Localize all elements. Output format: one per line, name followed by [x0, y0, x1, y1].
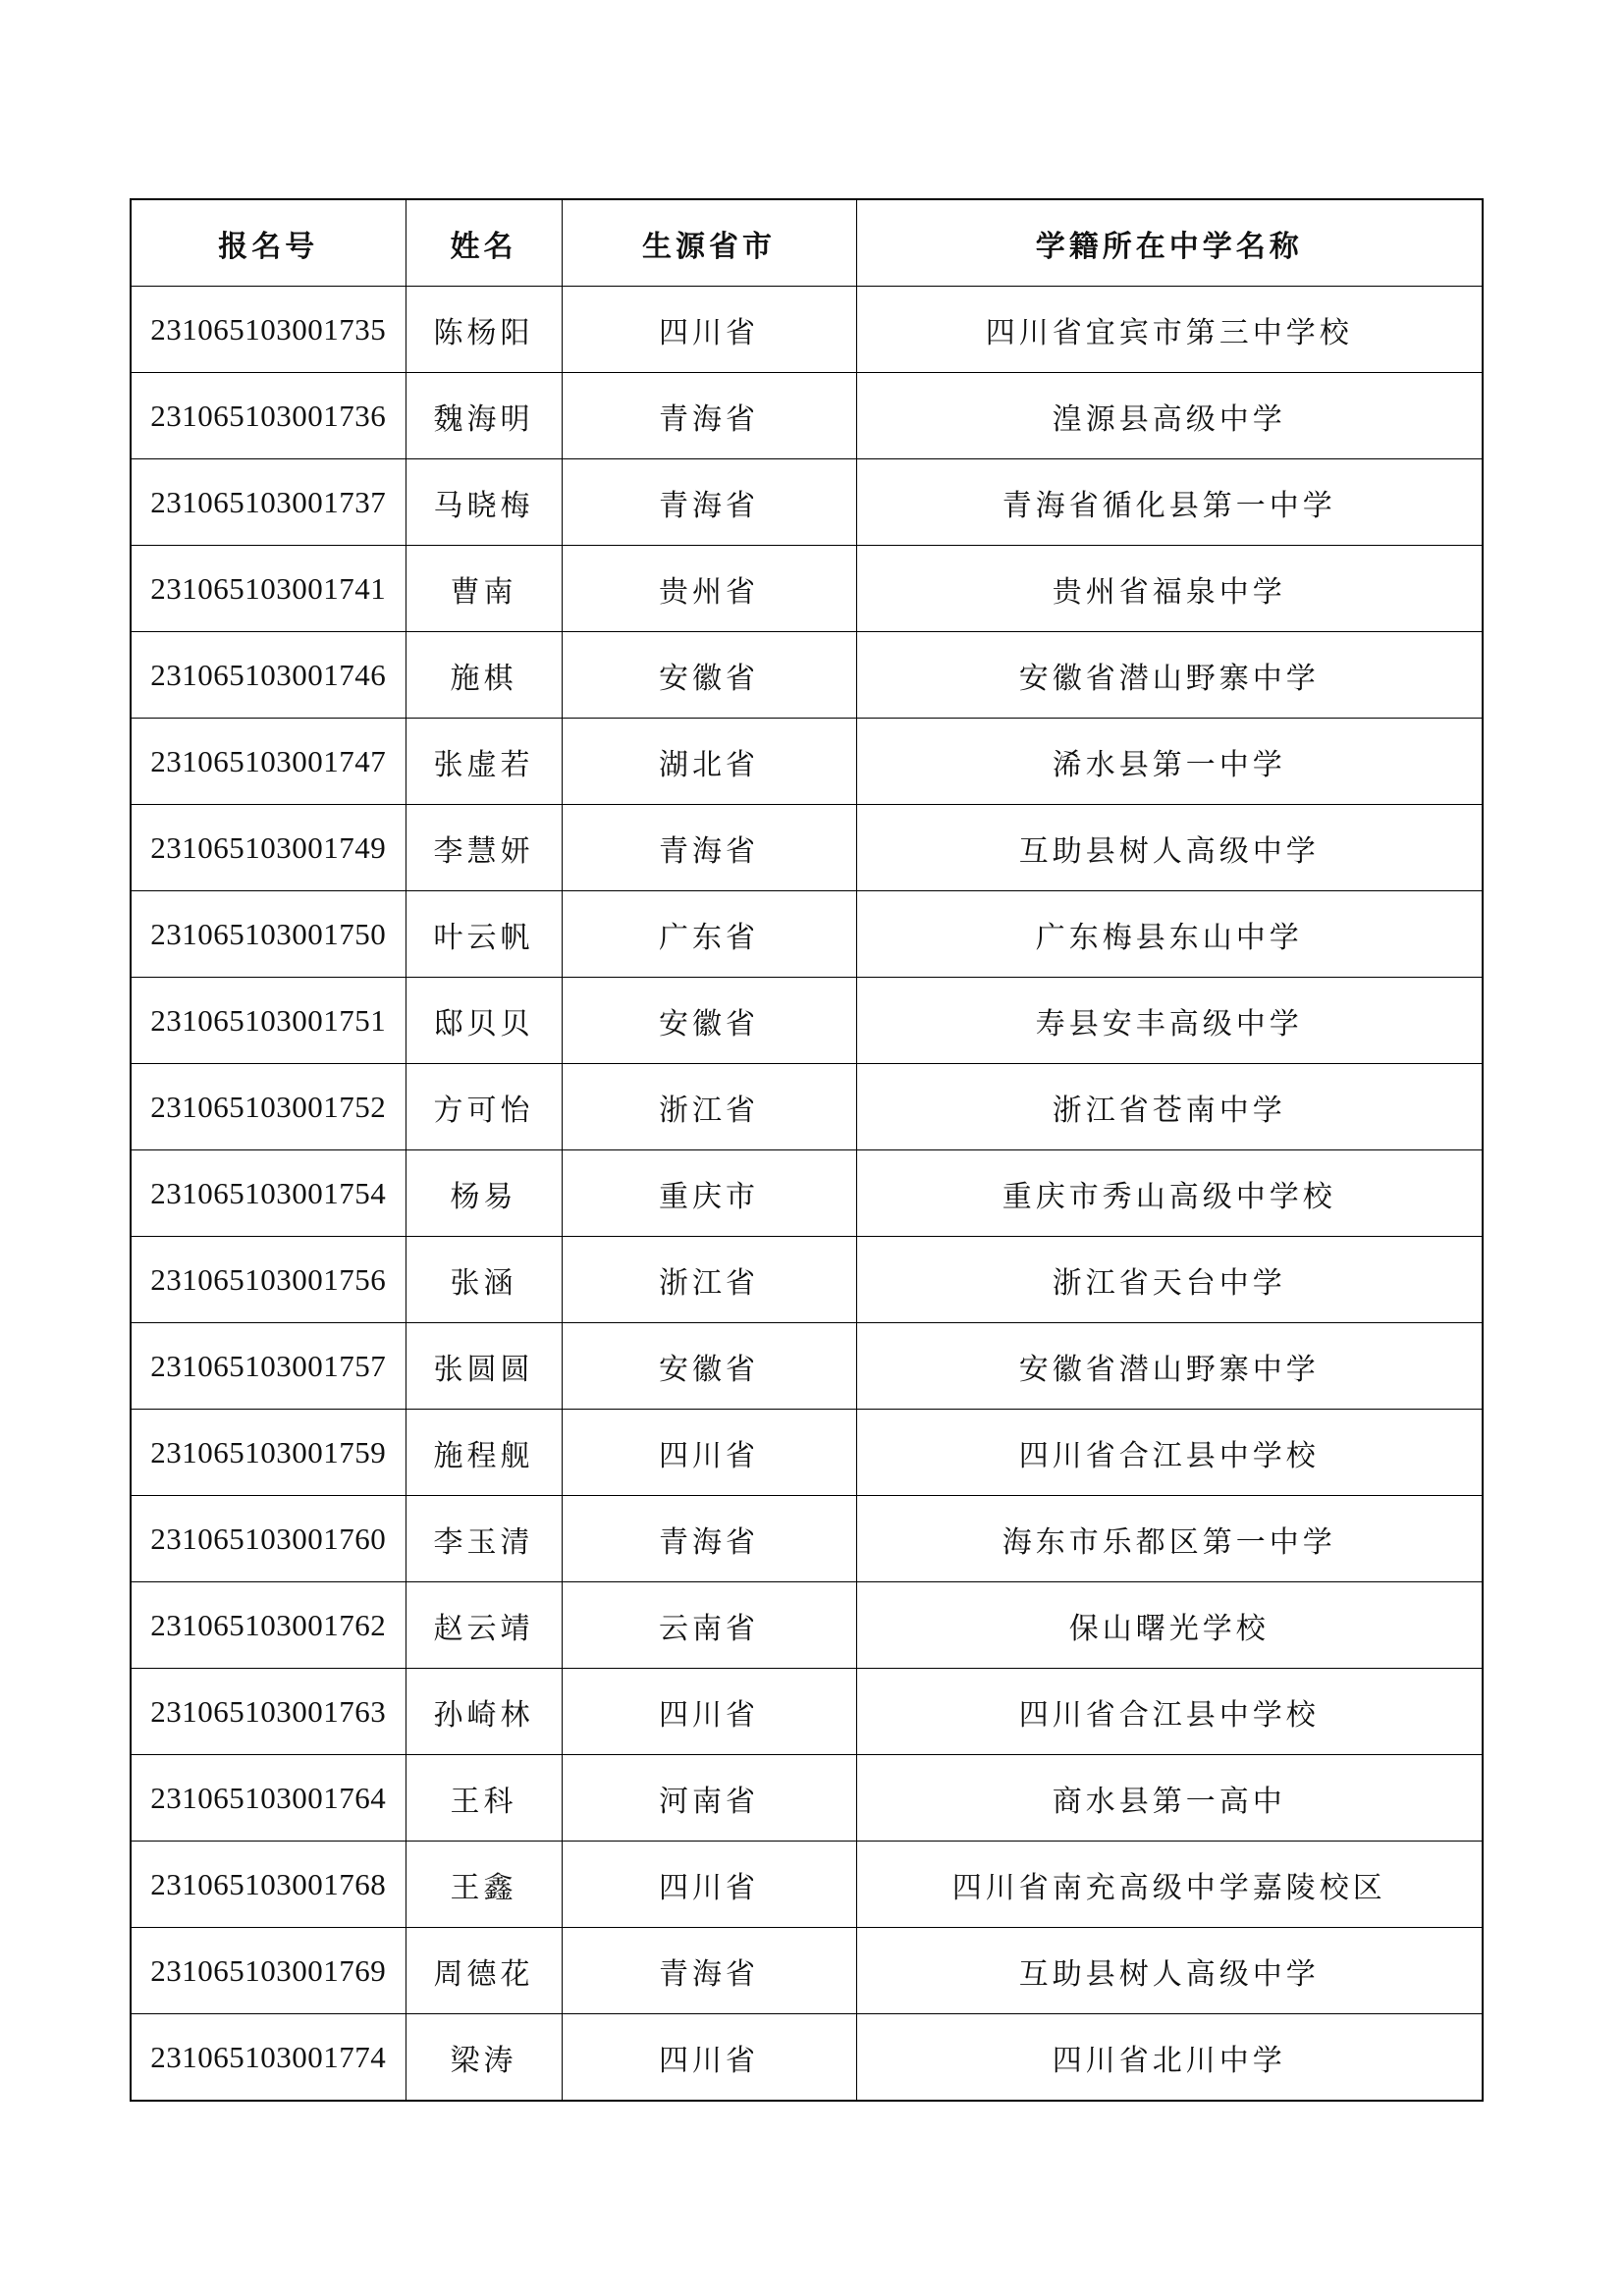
registration-number-cell: 231065103001737 [131, 459, 406, 546]
province-cell: 四川省 [562, 287, 856, 373]
province-cell: 重庆市 [562, 1150, 856, 1237]
table-row [131, 719, 1483, 805]
school-name-cell: 四川省北川中学 [856, 2014, 1483, 2102]
student-name-cell: 邸贝贝 [406, 978, 562, 1064]
table-row [131, 978, 1483, 1064]
registration-number-cell: 231065103001774 [131, 2014, 406, 2102]
table-row [131, 1064, 1483, 1150]
school-name-cell: 保山曙光学校 [856, 1582, 1483, 1669]
province-cell: 青海省 [562, 459, 856, 546]
registration-number-cell: 231065103001751 [131, 978, 406, 1064]
school-name-cell: 四川省合江县中学校 [856, 1410, 1483, 1496]
table-row [131, 1669, 1483, 1755]
province-cell: 云南省 [562, 1582, 856, 1669]
province-cell: 安徽省 [562, 978, 856, 1064]
province-cell: 青海省 [562, 373, 856, 459]
student-name-cell: 孙崎林 [406, 1669, 562, 1755]
province-cell: 浙江省 [562, 1237, 856, 1323]
registration-number-cell: 231065103001759 [131, 1410, 406, 1496]
table-row [131, 1237, 1483, 1323]
school-name-cell: 四川省南充高级中学嘉陵校区 [856, 1842, 1483, 1928]
table-row [131, 1582, 1483, 1669]
registration-number-cell: 231065103001752 [131, 1064, 406, 1150]
student-name-cell: 叶云帆 [406, 891, 562, 978]
student-name-cell: 曹南 [406, 546, 562, 632]
registration-number-cell: 231065103001735 [131, 287, 406, 373]
school-name-cell: 商水县第一高中 [856, 1755, 1483, 1842]
student-name-cell: 周德花 [406, 1928, 562, 2014]
table-row [131, 1150, 1483, 1237]
student-name-cell: 施程舰 [406, 1410, 562, 1496]
registration-number-cell: 231065103001746 [131, 632, 406, 719]
student-name-cell: 马晓梅 [406, 459, 562, 546]
table-row [131, 459, 1483, 546]
student-name-cell: 方可怡 [406, 1064, 562, 1150]
table-row [131, 373, 1483, 459]
school-name-cell: 寿县安丰高级中学 [856, 978, 1483, 1064]
province-cell: 青海省 [562, 1928, 856, 2014]
province-cell: 安徽省 [562, 632, 856, 719]
registration-number-cell: 231065103001762 [131, 1582, 406, 1669]
header-name: 姓名 [406, 199, 562, 287]
province-cell: 四川省 [562, 1669, 856, 1755]
table-header [131, 199, 1483, 287]
registration-number-cell: 231065103001741 [131, 546, 406, 632]
registration-number-cell: 231065103001757 [131, 1323, 406, 1410]
table-row [131, 2014, 1483, 2102]
school-name-cell: 浠水县第一中学 [856, 719, 1483, 805]
school-name-cell: 互助县树人高级中学 [856, 1928, 1483, 2014]
province-cell: 贵州省 [562, 546, 856, 632]
table-row [131, 1496, 1483, 1582]
school-name-cell: 安徽省潜山野寨中学 [856, 632, 1483, 719]
table-row [131, 1842, 1483, 1928]
table-row [131, 632, 1483, 719]
school-name-cell: 四川省合江县中学校 [856, 1669, 1483, 1755]
student-name-cell: 李慧妍 [406, 805, 562, 891]
student-name-cell: 陈杨阳 [406, 287, 562, 373]
student-name-cell: 王鑫 [406, 1842, 562, 1928]
student-roster-table [130, 198, 1484, 2102]
table-row [131, 1410, 1483, 1496]
table-row [131, 891, 1483, 978]
registration-number-cell: 231065103001764 [131, 1755, 406, 1842]
registration-number-cell: 231065103001750 [131, 891, 406, 978]
province-cell: 四川省 [562, 1842, 856, 1928]
school-name-cell: 互助县树人高级中学 [856, 805, 1483, 891]
header-row [131, 199, 1483, 287]
school-name-cell: 安徽省潜山野寨中学 [856, 1323, 1483, 1410]
province-cell: 河南省 [562, 1755, 856, 1842]
student-name-cell: 施棋 [406, 632, 562, 719]
header-school: 学籍所在中学名称 [856, 199, 1483, 287]
school-name-cell: 海东市乐都区第一中学 [856, 1496, 1483, 1582]
registration-number-cell: 231065103001760 [131, 1496, 406, 1582]
table-row [131, 805, 1483, 891]
province-cell: 浙江省 [562, 1064, 856, 1150]
registration-number-cell: 231065103001769 [131, 1928, 406, 2014]
registration-number-cell: 231065103001754 [131, 1150, 406, 1237]
registration-number-cell: 231065103001756 [131, 1237, 406, 1323]
header-province: 生源省市 [562, 199, 856, 287]
student-name-cell: 魏海明 [406, 373, 562, 459]
student-name-cell: 张涵 [406, 1237, 562, 1323]
province-cell: 四川省 [562, 2014, 856, 2102]
school-name-cell: 重庆市秀山高级中学校 [856, 1150, 1483, 1237]
table-row [131, 546, 1483, 632]
province-cell: 四川省 [562, 1410, 856, 1496]
student-name-cell: 王科 [406, 1755, 562, 1842]
school-name-cell: 广东梅县东山中学 [856, 891, 1483, 978]
province-cell: 广东省 [562, 891, 856, 978]
student-name-cell: 张虚若 [406, 719, 562, 805]
province-cell: 青海省 [562, 805, 856, 891]
student-name-cell: 梁涛 [406, 2014, 562, 2102]
table-row [131, 1755, 1483, 1842]
school-name-cell: 贵州省福泉中学 [856, 546, 1483, 632]
school-name-cell: 青海省循化县第一中学 [856, 459, 1483, 546]
header-registration-number: 报名号 [131, 199, 406, 287]
province-cell: 青海省 [562, 1496, 856, 1582]
registration-number-cell: 231065103001747 [131, 719, 406, 805]
student-name-cell: 李玉清 [406, 1496, 562, 1582]
registration-number-cell: 231065103001763 [131, 1669, 406, 1755]
province-cell: 湖北省 [562, 719, 856, 805]
table-body [131, 287, 1483, 2102]
school-name-cell: 浙江省天台中学 [856, 1237, 1483, 1323]
province-cell: 安徽省 [562, 1323, 856, 1410]
table-row [131, 1928, 1483, 2014]
table-row [131, 287, 1483, 373]
school-name-cell: 湟源县高级中学 [856, 373, 1483, 459]
registration-number-cell: 231065103001749 [131, 805, 406, 891]
table-row [131, 1323, 1483, 1410]
school-name-cell: 浙江省苍南中学 [856, 1064, 1483, 1150]
registration-number-cell: 231065103001768 [131, 1842, 406, 1928]
school-name-cell: 四川省宜宾市第三中学校 [856, 287, 1483, 373]
student-name-cell: 赵云靖 [406, 1582, 562, 1669]
registration-number-cell: 231065103001736 [131, 373, 406, 459]
student-name-cell: 张圆圆 [406, 1323, 562, 1410]
student-name-cell: 杨易 [406, 1150, 562, 1237]
